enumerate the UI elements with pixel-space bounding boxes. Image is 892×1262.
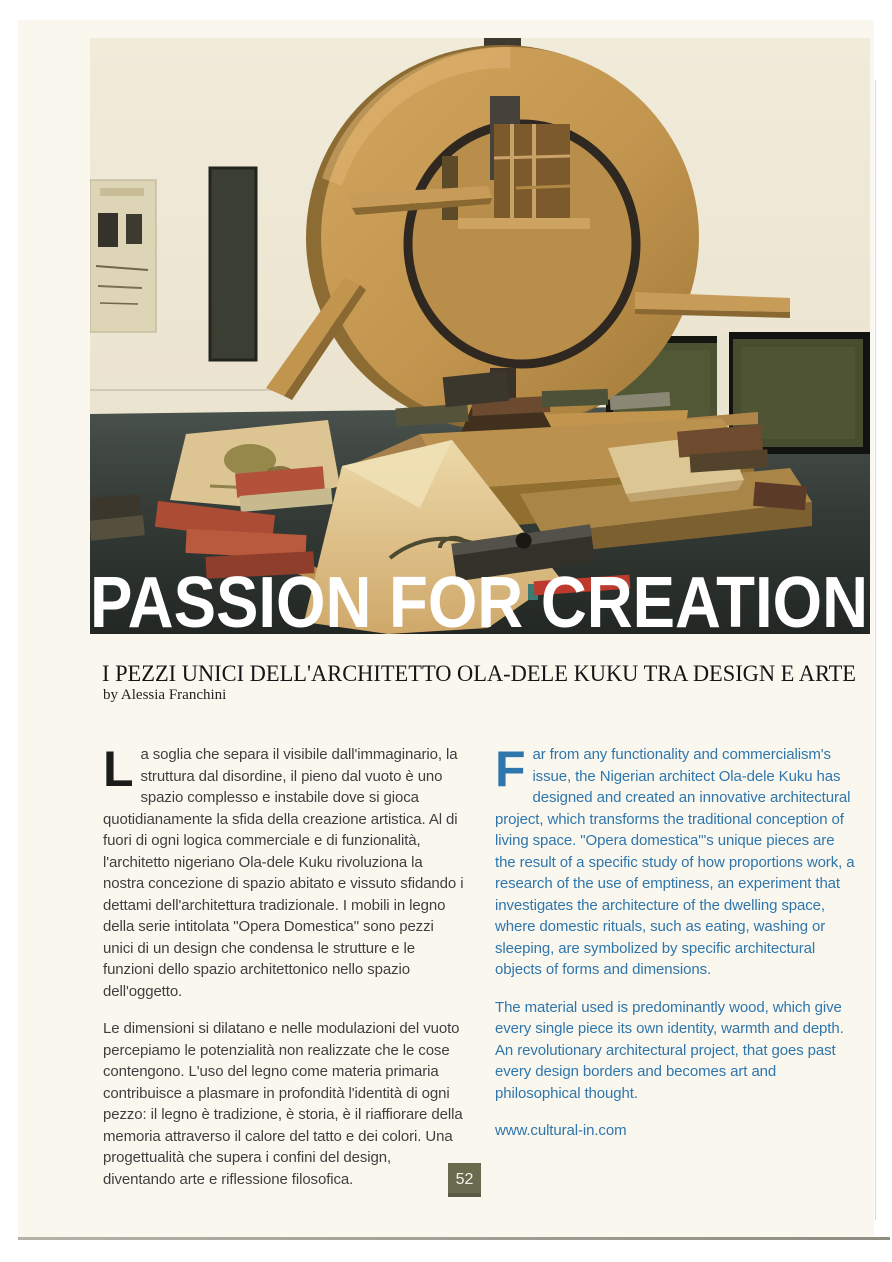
subtitle-block <box>101 659 861 687</box>
scan-edge-right <box>875 80 876 1220</box>
dropcap-l: L <box>103 741 134 797</box>
page-title: PASSION FOR CREATION <box>90 563 868 643</box>
photo-illustration <box>90 38 870 634</box>
byline: by Alessia Franchini <box>103 687 227 703</box>
italian-paragraph-1-text: a soglia che separa il visibile dall'immaginario, la struttura dal disordine, il pieno dal vuoto è uno spazio complesso e instabile dove si gioca quotidianamente la sfida della creazione artistica. Al di fuori di ogni logica commerciale e di funzionalità, l'architetto nigeriano Ola-dele Kuku rivoluziona la nostra concezione di spazio abitato e vissuto sfidando i dettami dell'architettura tradizionale. I mobili in legno della serie intitolata "Opera Domestica" sono pezzi unici di un design che condensa le strutture e le funzioni dello spazio architettonico nello spazio dell'oggetto. <box>103 746 464 1000</box>
english-paragraph-1-text: ar from any functionality and commercialism's issue, the Nigerian architect Ola-dele Kuku has designed and created an innovative architectural project, which transforms the traditional conception of living space. "Opera domestica"'s unique pieces are the result of a specific study of how proportions work, a research of the use of emptiness, an experiment that investigates the architecture of the dwelling space, where domestic rituals, such as eating, washing or sleeping, are symbolized by specific architectural objects of forms and dimensions. <box>495 746 855 978</box>
article-subtitle: I PEZZI UNICI DELL'ARCHITETTO OLA-DELE KUKU TRA DESIGN E ARTE <box>102 661 856 686</box>
english-paragraph-1 <box>495 741 857 981</box>
english-column <box>495 741 857 1206</box>
dropcap-f: F <box>495 741 526 797</box>
headline-block <box>88 563 872 643</box>
article-body <box>103 741 857 1206</box>
italian-paragraph-2: Le dimensioni si dilatano e nelle modulazioni del vuoto percepiamo le potenzialità non realizzate che le cose contengono. L'uso del legno come materia primaria contribuisce a plasmare in profondità l'identità di ogni pezzo: il legno è tradizione, è storia, è il riaffiorare della memoria attraverso il calore del tatto e dei colori. Una progettualità che supera i confini del design, diventando arte e riflessione filosofica. <box>103 1020 463 1188</box>
english-paragraph-2: The material used is predominantly wood, which give every single piece its own identity, warmth and depth. An revolutionary architectural project, that goes past every design borders and becomes art and philosophical thought. <box>495 998 844 1102</box>
scan-edge-bottom <box>18 1237 890 1240</box>
website-text: www.cultural-in.com <box>495 1122 627 1139</box>
italian-paragraph-1 <box>103 741 465 1002</box>
page-number-badge: 52 <box>448 1163 481 1197</box>
wall-artwork-behind-wheel <box>210 168 256 360</box>
article-photo <box>90 38 870 634</box>
wall-artwork-left <box>90 180 156 332</box>
italian-column <box>103 741 465 1206</box>
